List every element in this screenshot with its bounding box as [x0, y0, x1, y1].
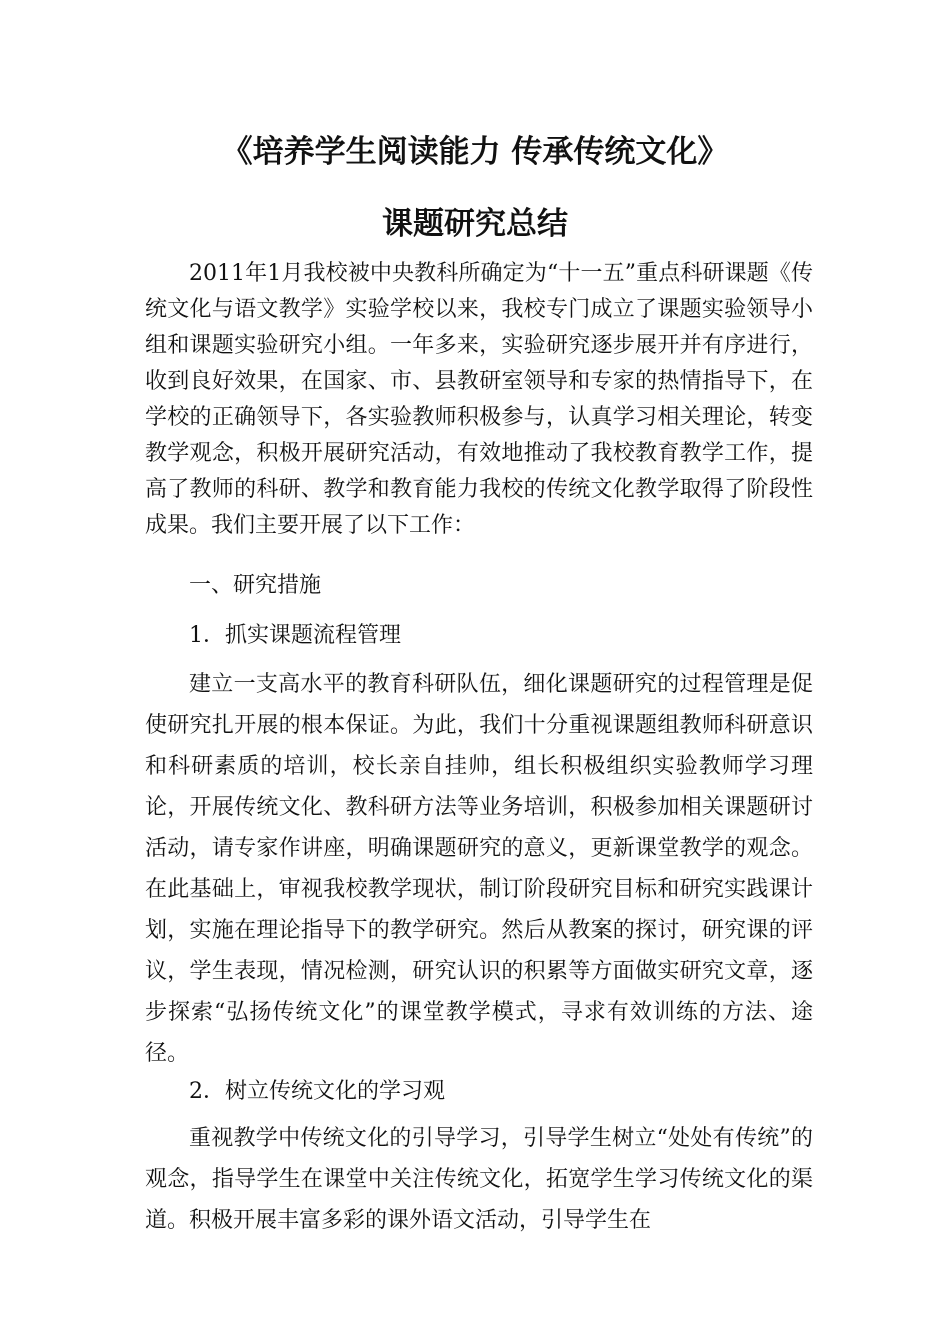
document-title: 《培养学生阅读能力 传承传统文化》	[221, 134, 729, 170]
section-heading: 一、研究措施	[189, 573, 322, 598]
intro-paragraph: 2011年1月我校被中央教科所确定为“十一五”重点科研课题《传统文化与语文教学》实验学校以来，我校专门成立了课题实验领导小组和课题实验研究小组。一年多来，实验研究逐步展开并有序进行，收到良好效果，在国家、市、县教研室领导和专家的热情指导下，在学校的正确领导下，各实验教师积极参与，认真学习相关理论，转变教学观念，积极开展研究活动，有效地推动了我校教育教学工作，提高了教师的科研、教学和教育能力我校的传统文化教学取得了阶段性成果。我们主要开展了以下工作：	[145, 261, 813, 538]
document-subtitle: 课题研究总结	[382, 206, 568, 242]
subsection-heading: 1．抓实课题流程管理	[189, 623, 401, 648]
subsection-heading: 2．树立传统文化的学习观	[189, 1079, 445, 1104]
subsection-paragraph: 重视教学中传统文化的引导学习，引导学生树立“处处有传统”的观念，指导学生在课堂中关注传统文化，拓宽学生学习传统文化的渠道。积极开展丰富多彩的课外语文活动，引导学生在	[145, 1126, 813, 1233]
subsection-paragraph: 建立一支高水平的教育科研队伍，细化课题研究的过程管理是促使研究扎开展的根本保证。为此，我们十分重视课题组教师科研意识和科研素质的培训，校长亲自挂帅，组长积极组织实验教师学习理论，开展传统文化、教科研方法等业务培训，积极参加相关课题研讨活动，请专家作讲座，明确课题研究的意义，更新课堂教学的观念。在此基础上，审视我校教学现状，制订阶段研究目标和研究实践课计划，实施在理论指导下的教学研究。然后从教案的探讨，研究课的评议，学生表现，情况检测，研究认识的积累等方面做实研究文章，逐步探索“弘扬传统文化”的课堂教学模式，寻求有效训练的方法、途径。	[145, 672, 813, 1066]
